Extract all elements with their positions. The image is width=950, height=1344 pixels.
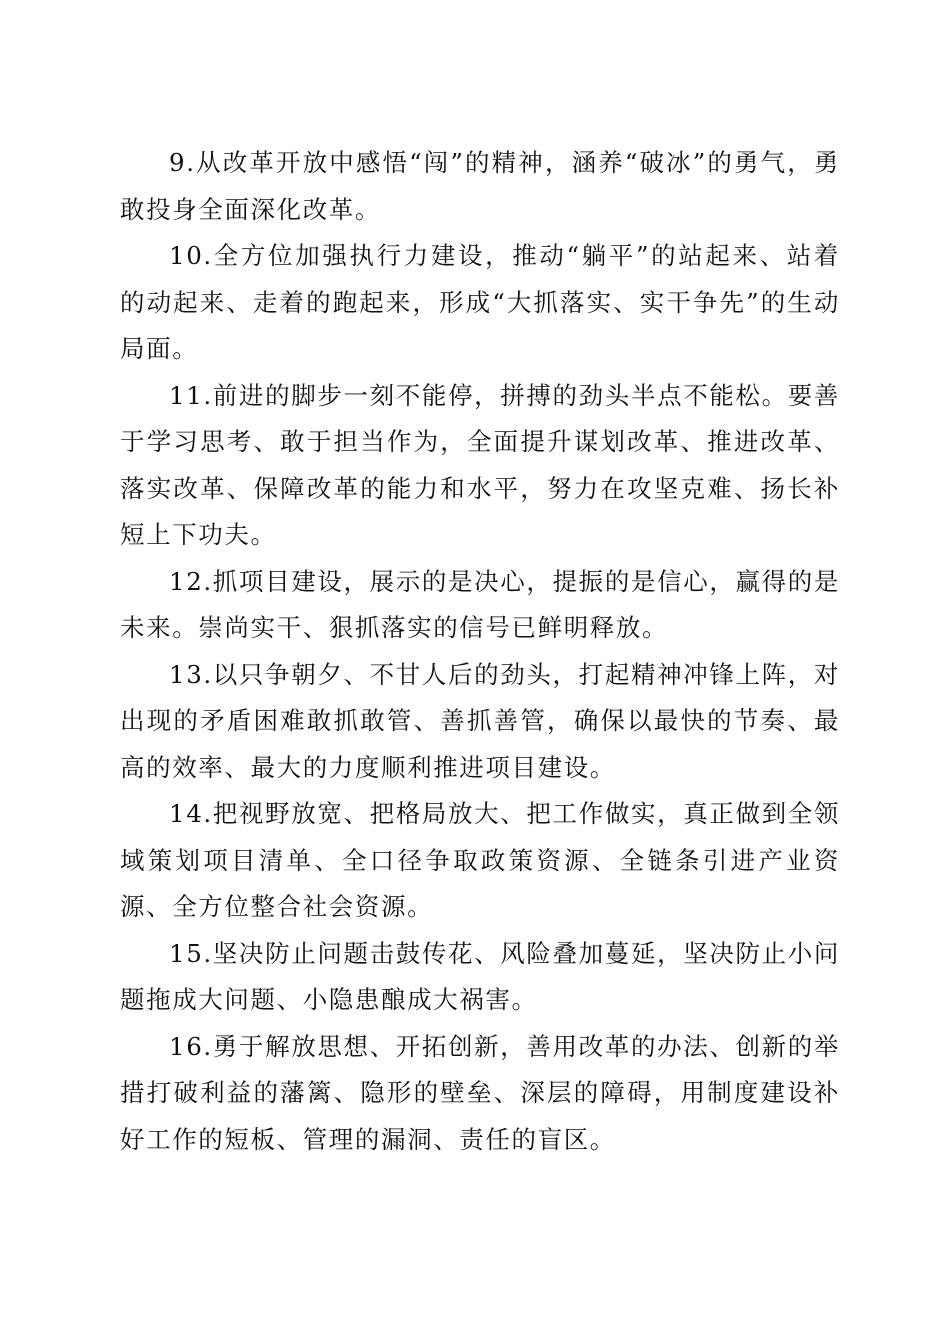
paragraph-13: 13.以只争朝夕、不甘人后的劲头，打起精神冲锋上阵，对出现的矛盾困难敢抓敢管、善抓善管，确保以最快的节奏、最高的效率、最大的力度顺利推进项目建设。	[120, 659, 840, 782]
paragraph-15: 15.坚决防止问题击鼓传花、风险叠加蔓延，坚决防止小问题拖成大问题、小隐患酿成大祸害。	[120, 938, 840, 1014]
paragraph-12: 12.抓项目建设，展示的是决心，提振的是信心，赢得的是未来。崇尚实干、狠抓落实的信号已鲜明释放。	[120, 566, 840, 642]
paragraph-9: 9.从改革开放中感悟“闯”的精神，涵养“破冰”的勇气，勇敢投身全面深化改革。	[120, 148, 840, 224]
document-body	[120, 140, 840, 1163]
paragraph-14: 14.把视野放宽、把格局放大、把工作做实，真正做到全领域策划项目清单、全口径争取政策资源、全链条引进产业资源、全方位整合社会资源。	[120, 799, 840, 921]
paragraph-11: 11.前进的脚步一刻不能停，拼搏的劲头半点不能松。要善于学习思考、敢于担当作为，全面提升谋划改革、推进改革、落实改革、保障改革的能力和水平，努力在攻坚克难、扬长补短上下功夫。	[120, 380, 840, 549]
paragraph-16: 16.勇于解放思想、开拓创新，善用改革的办法、创新的举措打破利益的藩篱、隐形的壁垒、深层的障碍，用制度建设补好工作的短板、管理的漏洞、责任的盲区。	[120, 1031, 840, 1154]
paragraph-10: 10.全方位加强执行力建设，推动“躺平”的站起来、站着的动起来、走着的跑起来，形成“大抓落实、实干争先”的生动局面。	[120, 241, 840, 363]
